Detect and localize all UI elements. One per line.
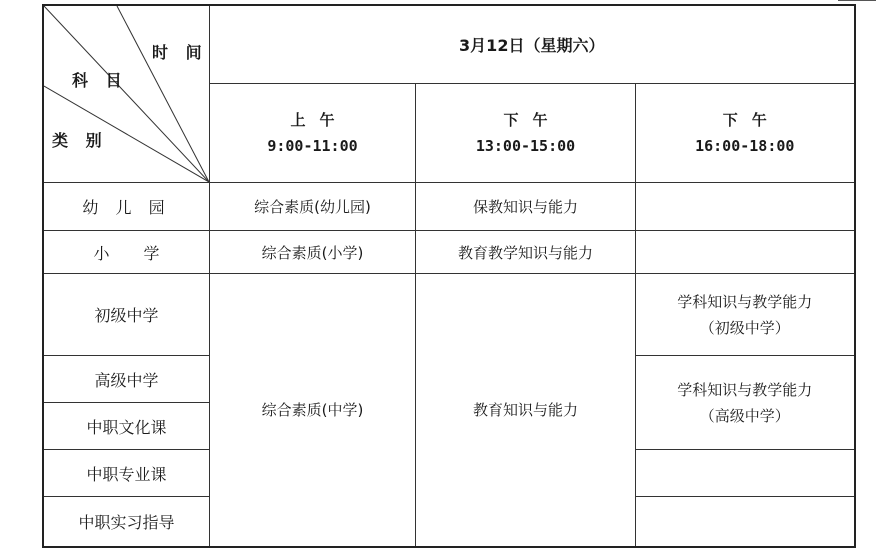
session-title: 上午: [290, 111, 349, 130]
exam-schedule-table: [42, 4, 856, 548]
category-cell: 中职专业课: [43, 450, 210, 497]
session-title: 下午: [503, 111, 562, 130]
session-time: 16:00-18:00: [695, 137, 795, 156]
subject-cell: [636, 183, 855, 231]
subject-cell: 综合素质(幼儿园): [210, 183, 416, 231]
category-cell: 幼 儿 园: [43, 183, 210, 231]
subject-label: 科 目: [72, 71, 128, 90]
subject-cell: [636, 274, 855, 356]
subject-cell: 综合素质(小学): [210, 231, 416, 274]
category-cell: 小学: [43, 231, 210, 274]
table-row: [43, 183, 855, 231]
category-cell: 中职实习指导: [43, 497, 210, 547]
subject-cell: [636, 231, 855, 274]
session-time: 13:00-15:00: [475, 137, 576, 156]
subject-cell-merged: 综合素质(中学): [210, 274, 416, 547]
corner-mark: [838, 0, 876, 1]
subject-cell: [636, 356, 855, 450]
exam-date: 3月12日（星期六）: [210, 5, 855, 84]
subject-cell: 保教知识与能力: [416, 183, 636, 231]
session-afternoon-2: [636, 84, 855, 183]
subject-line: （高级中学）: [699, 406, 790, 425]
subject-cell: [636, 450, 855, 497]
session-afternoon-1: [416, 84, 636, 183]
session-morning: [210, 84, 416, 183]
subject-line: 学科知识与教学能力: [677, 292, 813, 311]
diagonal-lines-2: [44, 6, 209, 182]
category-cell: 初级中学: [43, 274, 210, 356]
table-row: [43, 231, 855, 274]
time-label: 时 间: [152, 43, 208, 62]
session-time: 9:00-11:00: [267, 137, 358, 156]
table-row: [43, 274, 855, 356]
category-cell: 高级中学: [43, 356, 210, 403]
subject-cell: 教育教学知识与能力: [416, 231, 636, 274]
subject-cell-merged: 教育知识与能力: [416, 274, 636, 547]
subject-line: 学科知识与教学能力: [677, 380, 813, 399]
session-title: 下午: [722, 111, 781, 130]
category-cell: 中职文化课: [43, 403, 210, 450]
header-row-date: [43, 5, 855, 84]
header-diagonal-cell: [43, 5, 210, 183]
subject-line: （初级中学）: [699, 318, 790, 337]
category-label: 类 别: [52, 131, 108, 150]
subject-cell: [636, 497, 855, 547]
